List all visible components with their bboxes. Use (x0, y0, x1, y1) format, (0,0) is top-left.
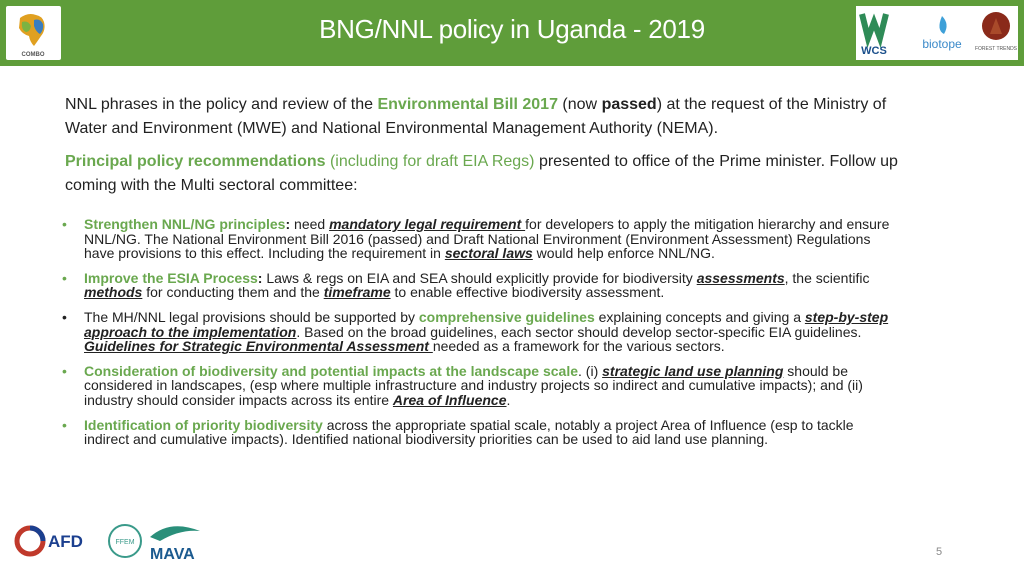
item-heading: Strengthen NNL/NG principles (84, 216, 286, 232)
emphasis: Area of Influence (392, 391, 507, 408)
text-span: . (506, 391, 511, 408)
text-span: across the appropriate spatial scale, notably a project Area of Influence (esp to tackle indirect and cumulative impacts). Identified national biodiversity priorities can be used to aid land use planning. (84, 416, 854, 448)
recommendations-paragraph (65, 150, 925, 198)
funder-logos (10, 515, 220, 567)
emphasis: timeframe (323, 284, 391, 301)
bullet-marker: • (62, 416, 67, 433)
list-item (62, 217, 902, 261)
bullet-marker: • (62, 308, 67, 325)
passed-bold: passed (601, 96, 657, 113)
text-span: to enable effective biodiversity assessment. (390, 284, 665, 301)
svg-text:AFD: AFD (48, 532, 83, 551)
bullet-marker: • (62, 269, 67, 286)
svg-text:COMBO: COMBO (21, 52, 45, 58)
guidelines-highlight: comprehensive guidelines (418, 308, 595, 325)
emphasis: methods (84, 284, 143, 301)
list-item (62, 364, 902, 408)
wcs-logo (861, 14, 887, 57)
afd-logo (17, 528, 83, 554)
intro-paragraph (65, 93, 925, 141)
svg-text:biotope: biotope (922, 37, 962, 51)
text-span: for conducting them and the (142, 284, 324, 301)
text-span: presented to office of the Prime minister. Follow up coming with the Multi sectoral committee: (65, 153, 898, 194)
emphasis: strategic land use planning (602, 362, 784, 379)
text-span: ) at the request of the Ministry of Water and Environment (MWE) and National Environmental Management Authority (NEMA). (65, 96, 887, 137)
text-span: . Based on the broad guidelines, each sector should develop sector-specific EIA guidelines. (296, 323, 862, 340)
emphasis: sectoral laws (444, 245, 533, 262)
emphasis: mandatory legal requirement (329, 216, 526, 232)
list-item (62, 310, 902, 354)
svg-text:FFEM: FFEM (115, 539, 135, 546)
text-span: : (257, 269, 267, 286)
bullet-marker: • (62, 362, 67, 379)
page-number: 5 (936, 546, 943, 558)
partner-logos (856, 6, 1018, 60)
header-bar (0, 0, 1024, 66)
text-span: (now (557, 96, 602, 113)
svg-text:MAVA: MAVA (150, 546, 195, 563)
text-span: , the scientific (784, 269, 870, 286)
item-heading: Improve the ESIA Process (84, 269, 258, 286)
text-span: need (294, 216, 330, 232)
bullet-marker: • (62, 216, 67, 232)
recommendations-highlight: Principal policy recommendations (65, 153, 326, 170)
text-span: explaining concepts and giving a (594, 308, 805, 325)
biotope-logo (922, 16, 962, 51)
svg-text:FOREST TRENDS: FOREST TRENDS (974, 46, 1018, 52)
text-span: needed as a framework for the various sectors. (432, 338, 725, 355)
svg-text:WCS: WCS (861, 45, 887, 57)
text-span: would help enforce NNL/NG. (532, 245, 715, 262)
item-heading: Identification of priority biodiversity (84, 416, 323, 433)
emphasis: step-by-step approach to the implementation (84, 308, 889, 340)
eia-regs-note: (including for draft EIA Regs) (325, 153, 535, 170)
mava-logo (150, 526, 200, 563)
recommendation-list (62, 217, 902, 457)
item-heading: Consideration of biodiversity and potential impacts at the landscape scale (84, 362, 579, 379)
emphasis: Guidelines for Strategic Environmental Assessment (84, 338, 433, 355)
bill-highlight: Environmental Bill 2017 (377, 96, 558, 113)
text-span: Laws & regs on EIA and SEA should explicitly provide for biodiversity (266, 269, 697, 286)
text-span: . (i) (578, 362, 603, 379)
page-title: BNG/NNL policy in Uganda - 2019 (319, 14, 705, 44)
text-span: : (285, 216, 295, 232)
text-span: for developers to apply the mitigation hierarchy and ensure NNL/NG. The National Environment Bill 2016 (passed) and Draft National Environment (Environment Assessment) Regulations have provisions to this effect. Including the requirement in (84, 216, 890, 262)
forest-trends-logo (975, 12, 1018, 52)
list-item (62, 418, 902, 447)
ffem-logo (109, 525, 141, 557)
text-span: NNL phrases in the policy and review of the (65, 96, 378, 113)
text-span: The MH/NNL legal provisions should be supported by (84, 308, 419, 325)
list-item (62, 271, 902, 300)
text-span: should be considered in landscapes, (esp where multiple infrastructure and industry projects so indirect and cumulative impacts); and (ii) industry should consider impacts across its entire (84, 362, 863, 408)
emphasis: assessments (696, 269, 785, 286)
